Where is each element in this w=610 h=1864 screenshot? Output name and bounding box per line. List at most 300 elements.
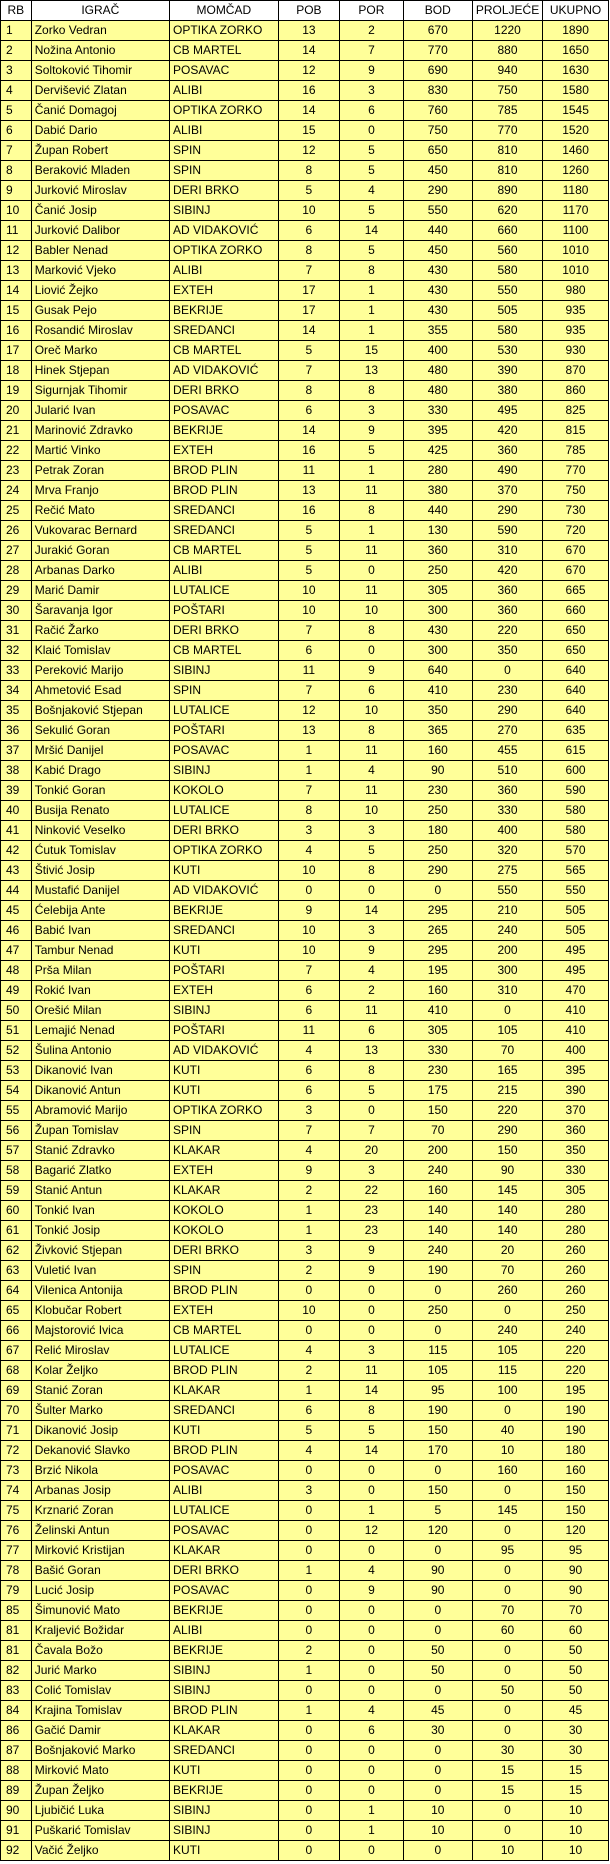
player-cell: Vukovarac Bernard xyxy=(31,521,169,541)
total-cell: 615 xyxy=(543,741,609,761)
team-cell: DERI BRKO xyxy=(170,621,279,641)
losses-cell: 6 xyxy=(340,681,404,701)
wins-cell: 8 xyxy=(278,801,339,821)
total-cell: 190 xyxy=(543,1401,609,1421)
table-row xyxy=(1,1521,609,1541)
wins-cell: 0 xyxy=(278,1841,339,1861)
total-cell: 1170 xyxy=(543,201,609,221)
rank-cell: 19 xyxy=(1,381,32,401)
wins-cell: 13 xyxy=(278,21,339,41)
losses-cell: 5 xyxy=(340,1081,404,1101)
table-row xyxy=(1,361,609,381)
losses-cell: 6 xyxy=(340,1021,404,1041)
losses-cell: 10 xyxy=(340,701,404,721)
points-cell: 280 xyxy=(403,461,472,481)
table-row xyxy=(1,921,609,941)
player-cell: Mirković Mato xyxy=(31,1761,169,1781)
player-cell: Brzić Nikola xyxy=(31,1461,169,1481)
team-cell: KLAKAR xyxy=(170,1721,279,1741)
team-cell: DERI BRKO xyxy=(170,381,279,401)
player-cell: Soltoković Tihomir xyxy=(31,61,169,81)
team-cell: SREDANCI xyxy=(170,321,279,341)
team-cell: POŠTARI xyxy=(170,601,279,621)
losses-cell: 4 xyxy=(340,761,404,781)
team-cell: OPTIKA ZORKO xyxy=(170,1101,279,1121)
spring-cell: 360 xyxy=(472,781,542,801)
losses-cell: 0 xyxy=(340,881,404,901)
total-cell: 350 xyxy=(543,1141,609,1161)
losses-cell: 0 xyxy=(340,1101,404,1121)
points-cell: 45 xyxy=(403,1701,472,1721)
total-cell: 90 xyxy=(543,1581,609,1601)
table-row xyxy=(1,21,609,41)
player-cell: Ahmetović Esad xyxy=(31,681,169,701)
losses-cell: 5 xyxy=(340,241,404,261)
losses-cell: 14 xyxy=(340,221,404,241)
losses-cell: 13 xyxy=(340,361,404,381)
points-cell: 175 xyxy=(403,1081,472,1101)
table-row xyxy=(1,441,609,461)
spring-cell: 660 xyxy=(472,221,542,241)
points-cell: 440 xyxy=(403,221,472,241)
rank-cell: 43 xyxy=(1,861,32,881)
total-cell: 260 xyxy=(543,1281,609,1301)
losses-cell: 5 xyxy=(340,201,404,221)
total-cell: 50 xyxy=(543,1661,609,1681)
total-cell: 70 xyxy=(543,1601,609,1621)
points-cell: 650 xyxy=(403,141,472,161)
total-cell: 395 xyxy=(543,1061,609,1081)
total-cell: 160 xyxy=(543,1461,609,1481)
player-cell: Jurković Miroslav xyxy=(31,181,169,201)
player-cell: Krajina Tomislav xyxy=(31,1701,169,1721)
points-cell: 140 xyxy=(403,1201,472,1221)
points-cell: 360 xyxy=(403,541,472,561)
points-cell: 430 xyxy=(403,261,472,281)
wins-cell: 7 xyxy=(278,261,339,281)
wins-cell: 2 xyxy=(278,1361,339,1381)
wins-cell: 0 xyxy=(278,1501,339,1521)
wins-cell: 12 xyxy=(278,141,339,161)
rank-cell: 64 xyxy=(1,1281,32,1301)
total-cell: 650 xyxy=(543,621,609,641)
rank-cell: 20 xyxy=(1,401,32,421)
total-cell: 220 xyxy=(543,1361,609,1381)
spring-cell: 590 xyxy=(472,521,542,541)
player-cell: Prša Milan xyxy=(31,961,169,981)
team-cell: KUTI xyxy=(170,941,279,961)
points-cell: 300 xyxy=(403,601,472,621)
losses-cell: 7 xyxy=(340,41,404,61)
spring-cell: 350 xyxy=(472,641,542,661)
team-cell: EXTEH xyxy=(170,441,279,461)
rank-cell: 67 xyxy=(1,1341,32,1361)
points-cell: 105 xyxy=(403,1361,472,1381)
table-row xyxy=(1,941,609,961)
team-cell: POSAVAC xyxy=(170,1581,279,1601)
losses-cell: 11 xyxy=(340,581,404,601)
spring-cell: 95 xyxy=(472,1541,542,1561)
player-cell: Stanić Antun xyxy=(31,1181,169,1201)
player-cell: Jurakić Goran xyxy=(31,541,169,561)
spring-cell: 810 xyxy=(472,161,542,181)
losses-cell: 0 xyxy=(340,1541,404,1561)
wins-cell: 17 xyxy=(278,281,339,301)
rank-cell: 2 xyxy=(1,41,32,61)
spring-cell: 0 xyxy=(472,1301,542,1321)
table-row xyxy=(1,661,609,681)
player-cell: Bošnjaković Marko xyxy=(31,1741,169,1761)
team-cell: KLAKAR xyxy=(170,1381,279,1401)
spring-cell: 810 xyxy=(472,141,542,161)
team-cell: KLAKAR xyxy=(170,1541,279,1561)
rank-cell: 6 xyxy=(1,121,32,141)
losses-cell: 1 xyxy=(340,1801,404,1821)
team-cell: KOKOLO xyxy=(170,781,279,801)
points-cell: 150 xyxy=(403,1421,472,1441)
rank-cell: 49 xyxy=(1,981,32,1001)
losses-cell: 22 xyxy=(340,1181,404,1201)
points-cell: 90 xyxy=(403,761,472,781)
team-cell: KUTI xyxy=(170,1061,279,1081)
rank-cell: 30 xyxy=(1,601,32,621)
wins-cell: 13 xyxy=(278,721,339,741)
wins-cell: 3 xyxy=(278,1481,339,1501)
points-cell: 830 xyxy=(403,81,472,101)
table-row xyxy=(1,1821,609,1841)
rank-cell: 33 xyxy=(1,661,32,681)
spring-cell: 550 xyxy=(472,281,542,301)
player-cell: Stanić Zdravko xyxy=(31,1141,169,1161)
wins-cell: 6 xyxy=(278,401,339,421)
wins-cell: 5 xyxy=(278,521,339,541)
player-cell: Zorko Vedran xyxy=(31,21,169,41)
table-row xyxy=(1,1661,609,1681)
wins-cell: 0 xyxy=(278,1821,339,1841)
losses-cell: 0 xyxy=(340,1681,404,1701)
total-cell: 30 xyxy=(543,1741,609,1761)
column-header-losses: POR xyxy=(340,1,404,21)
table-row xyxy=(1,181,609,201)
total-cell: 1650 xyxy=(543,41,609,61)
points-cell: 70 xyxy=(403,1121,472,1141)
wins-cell: 2 xyxy=(278,1641,339,1661)
wins-cell: 6 xyxy=(278,641,339,661)
wins-cell: 0 xyxy=(278,1541,339,1561)
player-cell: Dikanović Ivan xyxy=(31,1061,169,1081)
rank-cell: 22 xyxy=(1,441,32,461)
wins-cell: 15 xyxy=(278,121,339,141)
table-row xyxy=(1,1841,609,1861)
wins-cell: 0 xyxy=(278,1781,339,1801)
table-row xyxy=(1,61,609,81)
table-row xyxy=(1,1001,609,1021)
points-cell: 160 xyxy=(403,1181,472,1201)
team-cell: AD VIDAKOVIĆ xyxy=(170,221,279,241)
player-cell: Nožina Antonio xyxy=(31,41,169,61)
wins-cell: 1 xyxy=(278,1661,339,1681)
points-cell: 180 xyxy=(403,821,472,841)
rank-cell: 90 xyxy=(1,1801,32,1821)
table-row xyxy=(1,961,609,981)
total-cell: 15 xyxy=(543,1761,609,1781)
losses-cell: 9 xyxy=(340,1581,404,1601)
spring-cell: 240 xyxy=(472,1321,542,1341)
spring-cell: 160 xyxy=(472,1461,542,1481)
player-cell: Lemajić Nenad xyxy=(31,1021,169,1041)
wins-cell: 1 xyxy=(278,1201,339,1221)
losses-cell: 23 xyxy=(340,1201,404,1221)
table-row xyxy=(1,1041,609,1061)
team-cell: POŠTARI xyxy=(170,1021,279,1041)
losses-cell: 0 xyxy=(340,1741,404,1761)
player-cell: Vilenica Antonija xyxy=(31,1281,169,1301)
wins-cell: 0 xyxy=(278,1801,339,1821)
wins-cell: 0 xyxy=(278,1581,339,1601)
losses-cell: 3 xyxy=(340,401,404,421)
spring-cell: 0 xyxy=(472,1001,542,1021)
rank-cell: 65 xyxy=(1,1301,32,1321)
player-cell: Arbanas Josip xyxy=(31,1481,169,1501)
wins-cell: 16 xyxy=(278,501,339,521)
wins-cell: 2 xyxy=(278,1181,339,1201)
table-row xyxy=(1,201,609,221)
team-cell: OPTIKA ZORKO xyxy=(170,21,279,41)
table-row xyxy=(1,221,609,241)
player-cell: Rosandić Miroslav xyxy=(31,321,169,341)
total-cell: 660 xyxy=(543,601,609,621)
wins-cell: 14 xyxy=(278,321,339,341)
points-cell: 365 xyxy=(403,721,472,741)
points-cell: 0 xyxy=(403,881,472,901)
total-cell: 720 xyxy=(543,521,609,541)
team-cell: CB MARTEL xyxy=(170,341,279,361)
player-cell: Dikanović Antun xyxy=(31,1081,169,1101)
table-row xyxy=(1,1141,609,1161)
points-cell: 0 xyxy=(403,1781,472,1801)
losses-cell: 9 xyxy=(340,1241,404,1261)
rank-cell: 51 xyxy=(1,1021,32,1041)
points-cell: 10 xyxy=(403,1801,472,1821)
wins-cell: 0 xyxy=(278,881,339,901)
wins-cell: 10 xyxy=(278,201,339,221)
losses-cell: 2 xyxy=(340,21,404,41)
total-cell: 370 xyxy=(543,1101,609,1121)
table-row xyxy=(1,341,609,361)
team-cell: AD VIDAKOVIĆ xyxy=(170,881,279,901)
losses-cell: 1 xyxy=(340,1501,404,1521)
spring-cell: 275 xyxy=(472,861,542,881)
table-row xyxy=(1,1441,609,1461)
total-cell: 650 xyxy=(543,641,609,661)
wins-cell: 0 xyxy=(278,1461,339,1481)
spring-cell: 370 xyxy=(472,481,542,501)
rank-cell: 81 xyxy=(1,1621,32,1641)
rank-cell: 69 xyxy=(1,1381,32,1401)
rank-cell: 27 xyxy=(1,541,32,561)
rank-cell: 48 xyxy=(1,961,32,981)
losses-cell: 0 xyxy=(340,561,404,581)
table-row xyxy=(1,1321,609,1341)
player-cell: Relić Miroslav xyxy=(31,1341,169,1361)
table-row xyxy=(1,301,609,321)
losses-cell: 1 xyxy=(340,321,404,341)
table-row xyxy=(1,1801,609,1821)
losses-cell: 5 xyxy=(340,441,404,461)
total-cell: 670 xyxy=(543,561,609,581)
player-cell: Hinek Stjepan xyxy=(31,361,169,381)
total-cell: 10 xyxy=(543,1841,609,1861)
table-row xyxy=(1,561,609,581)
team-cell: BEKRIJE xyxy=(170,1781,279,1801)
team-cell: DERI BRKO xyxy=(170,821,279,841)
player-cell: Sekulić Goran xyxy=(31,721,169,741)
player-cell: Busija Renato xyxy=(31,801,169,821)
points-cell: 770 xyxy=(403,41,472,61)
wins-cell: 10 xyxy=(278,581,339,601)
losses-cell: 2 xyxy=(340,981,404,1001)
spring-cell: 230 xyxy=(472,681,542,701)
table-row xyxy=(1,621,609,641)
player-cell: Vačić Željko xyxy=(31,1841,169,1861)
wins-cell: 7 xyxy=(278,781,339,801)
rank-cell: 87 xyxy=(1,1741,32,1761)
rank-cell: 17 xyxy=(1,341,32,361)
total-cell: 50 xyxy=(543,1681,609,1701)
points-cell: 295 xyxy=(403,941,472,961)
spring-cell: 0 xyxy=(472,1401,542,1421)
table-row xyxy=(1,381,609,401)
player-cell: Mustafić Danijel xyxy=(31,881,169,901)
wins-cell: 0 xyxy=(278,1621,339,1641)
rank-cell: 34 xyxy=(1,681,32,701)
wins-cell: 9 xyxy=(278,901,339,921)
points-cell: 380 xyxy=(403,481,472,501)
player-cell: Rečić Mato xyxy=(31,501,169,521)
losses-cell: 9 xyxy=(340,61,404,81)
team-cell: BEKRIJE xyxy=(170,901,279,921)
wins-cell: 12 xyxy=(278,61,339,81)
team-cell: DERI BRKO xyxy=(170,1561,279,1581)
wins-cell: 11 xyxy=(278,461,339,481)
spring-cell: 105 xyxy=(472,1341,542,1361)
wins-cell: 9 xyxy=(278,1161,339,1181)
player-cell: Šulina Antonio xyxy=(31,1041,169,1061)
team-cell: OPTIKA ZORKO xyxy=(170,841,279,861)
player-cell: Štivić Josip xyxy=(31,861,169,881)
rank-cell: 44 xyxy=(1,881,32,901)
total-cell: 1260 xyxy=(543,161,609,181)
player-cell: Majstorović Ivica xyxy=(31,1321,169,1341)
rank-cell: 45 xyxy=(1,901,32,921)
losses-cell: 7 xyxy=(340,1121,404,1141)
rank-cell: 79 xyxy=(1,1581,32,1601)
player-cell: Račić Žarko xyxy=(31,621,169,641)
spring-cell: 270 xyxy=(472,721,542,741)
spring-cell: 30 xyxy=(472,1741,542,1761)
total-cell: 330 xyxy=(543,1161,609,1181)
table-row xyxy=(1,1361,609,1381)
team-cell: KLAKAR xyxy=(170,1181,279,1201)
total-cell: 45 xyxy=(543,1701,609,1721)
losses-cell: 15 xyxy=(340,341,404,361)
total-cell: 90 xyxy=(543,1561,609,1581)
points-cell: 120 xyxy=(403,1521,472,1541)
rank-cell: 63 xyxy=(1,1261,32,1281)
points-cell: 230 xyxy=(403,781,472,801)
table-row xyxy=(1,1681,609,1701)
team-cell: LUTALICE xyxy=(170,1341,279,1361)
spring-cell: 890 xyxy=(472,181,542,201)
spring-cell: 880 xyxy=(472,41,542,61)
wins-cell: 3 xyxy=(278,1241,339,1261)
total-cell: 635 xyxy=(543,721,609,741)
losses-cell: 14 xyxy=(340,901,404,921)
player-cell: Bošnjaković Stjepan xyxy=(31,701,169,721)
spring-cell: 290 xyxy=(472,1121,542,1141)
rank-cell: 70 xyxy=(1,1401,32,1421)
total-cell: 860 xyxy=(543,381,609,401)
total-cell: 10 xyxy=(543,1801,609,1821)
table-row xyxy=(1,101,609,121)
table-row xyxy=(1,681,609,701)
total-cell: 50 xyxy=(543,1641,609,1661)
spring-cell: 0 xyxy=(472,1721,542,1741)
team-cell: ALIBI xyxy=(170,1621,279,1641)
points-cell: 430 xyxy=(403,301,472,321)
rank-cell: 38 xyxy=(1,761,32,781)
points-cell: 160 xyxy=(403,741,472,761)
team-cell: SIBINJ xyxy=(170,1821,279,1841)
points-cell: 450 xyxy=(403,241,472,261)
losses-cell: 8 xyxy=(340,1401,404,1421)
team-cell: SREDANCI xyxy=(170,1401,279,1421)
total-cell: 390 xyxy=(543,1081,609,1101)
total-cell: 505 xyxy=(543,921,609,941)
column-header-rank: RB xyxy=(1,1,32,21)
wins-cell: 1 xyxy=(278,1561,339,1581)
table-row xyxy=(1,321,609,341)
points-cell: 250 xyxy=(403,561,472,581)
rank-cell: 10 xyxy=(1,201,32,221)
team-cell: KOKOLO xyxy=(170,1201,279,1221)
points-cell: 430 xyxy=(403,281,472,301)
losses-cell: 23 xyxy=(340,1221,404,1241)
player-cell: Župan Tomislav xyxy=(31,1121,169,1141)
total-cell: 360 xyxy=(543,1121,609,1141)
losses-cell: 0 xyxy=(340,121,404,141)
points-cell: 140 xyxy=(403,1221,472,1241)
points-cell: 50 xyxy=(403,1661,472,1681)
total-cell: 580 xyxy=(543,801,609,821)
losses-cell: 3 xyxy=(340,1341,404,1361)
spring-cell: 560 xyxy=(472,241,542,261)
points-cell: 230 xyxy=(403,1061,472,1081)
total-cell: 305 xyxy=(543,1181,609,1201)
spring-cell: 40 xyxy=(472,1421,542,1441)
points-cell: 425 xyxy=(403,441,472,461)
team-cell: EXTEH xyxy=(170,1161,279,1181)
total-cell: 190 xyxy=(543,1421,609,1441)
team-cell: SREDANCI xyxy=(170,521,279,541)
wins-cell: 12 xyxy=(278,701,339,721)
team-cell: SIBINJ xyxy=(170,761,279,781)
rank-cell: 91 xyxy=(1,1821,32,1841)
table-row xyxy=(1,261,609,281)
losses-cell: 1 xyxy=(340,301,404,321)
player-cell: Mirković Kristijan xyxy=(31,1541,169,1561)
total-cell: 785 xyxy=(543,441,609,461)
